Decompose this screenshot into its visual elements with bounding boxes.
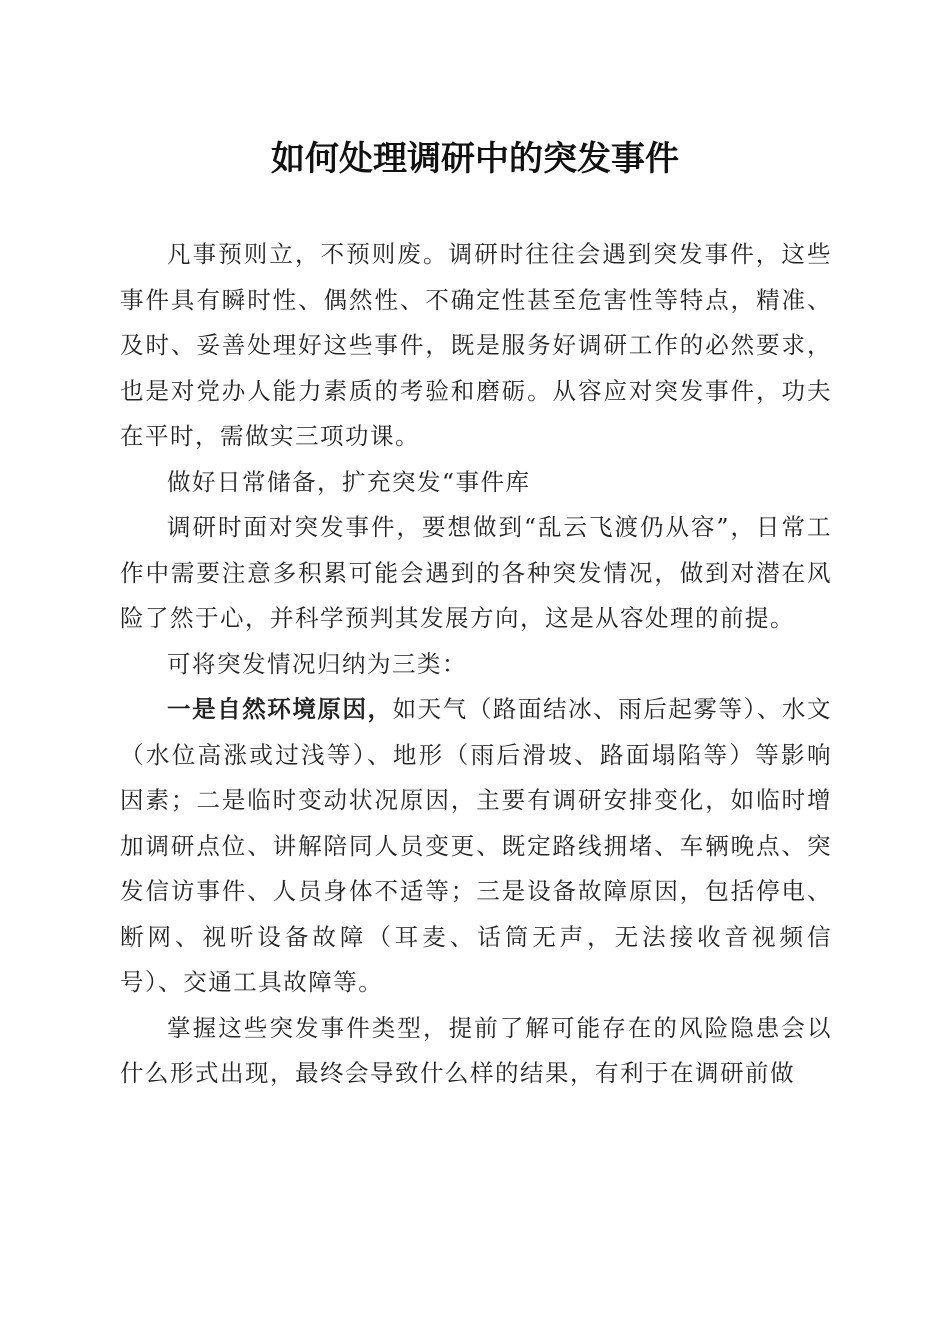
section-heading: 做好日常储备，扩充突发“事件库 [167,467,531,496]
paragraph-lead: 一是自然环境原因， [167,695,393,723]
document-body [120,232,832,1097]
paragraph-text: 如天气（路面结冰、雨后起雾等）、水文（水位高涨或过浅等）、地形（雨后滑坡、路面塌陷等）等影响因素；二是临时变动状况原因，主要有调研安排变化，如临时增加调研点位、讲解陪同人员变更、既定路线拥堵、车辆晚点、突发信访事件、人员身体不适等；三是设备故障原因，包括停电、断网、视听设备故障（耳麦、话筒无声，无法接收音视频信号）、交通工具故障等。 [120,695,833,996]
paragraph-intro: 凡事预则立，不预则废。调研时往往会遇到突发事件，这些事件具有瞬时性、偶然性、不确定性甚至危害性等特点，精准、及时、妥善处理好这些事件，既是服务好调研工作的必然要求，也是对党办人能力素质的考验和磨砺。从容应对突发事件，功夫在平时，需做实三项功课。 [120,240,832,450]
paragraph: 调研时面对突发事件，要想做到“乱云飞渡仍从容”，日常工作中需要注意多积累可能会遇到的各种突发情况，做到对潜在风险了然于心，并科学预判其发展方向，这是从容处理的前提。 [120,513,832,632]
paragraph: 可将突发情况归纳为三类： [167,649,467,678]
paragraph-categories [120,687,832,1006]
document-title: 如何处理调研中的突发事件 [271,139,679,179]
paragraph: 掌握这些突发事件类型，提前了解可能存在的风险隐患会以什么形式出现，最终会导致什么样的结果，有利于在调研前做 [120,1013,832,1087]
